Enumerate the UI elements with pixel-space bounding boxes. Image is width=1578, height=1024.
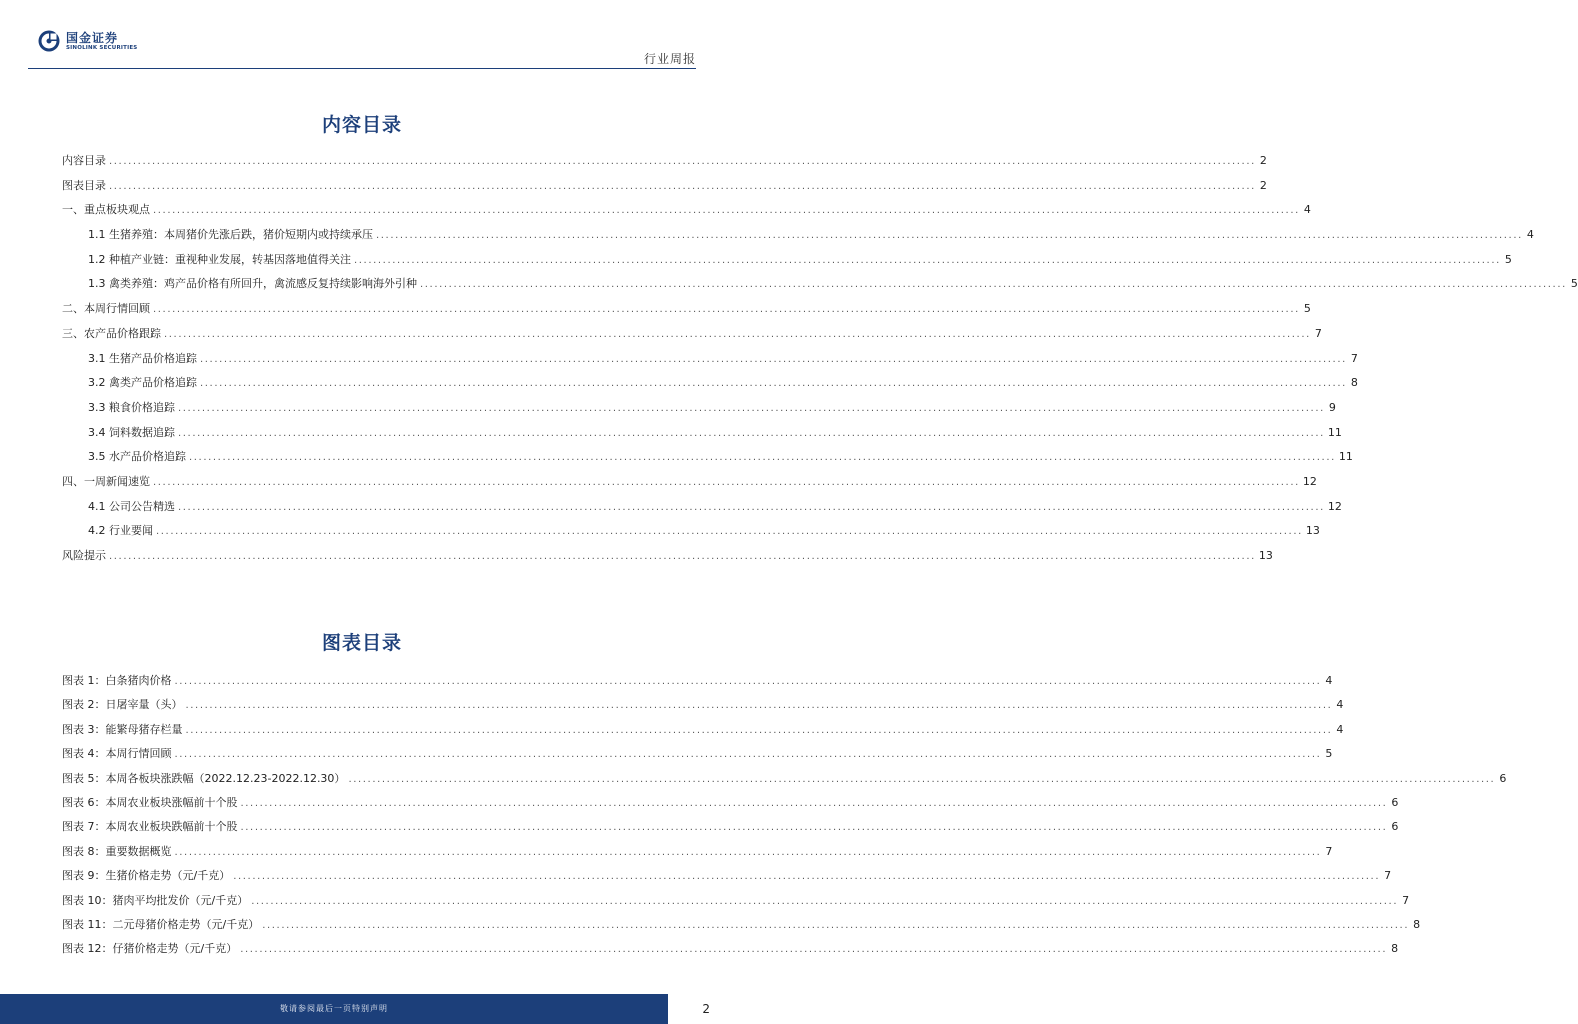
figure-entry[interactable] (62, 696, 1344, 720)
toc-entry-label: 风险提示 (62, 549, 106, 562)
company-logo (38, 30, 137, 52)
figure-entry-number: 图表 9： (62, 869, 106, 883)
dot-leader: ................................................................................................................................................................................................................................................ (156, 526, 1303, 538)
figure-entry[interactable] (62, 867, 1392, 891)
figure-entry-page: 4 (1336, 722, 1344, 736)
dot-leader: ................................................................................................................................................................................................................................................ (178, 501, 1325, 513)
figure-entry-number: 图表 6： (62, 795, 106, 809)
figure-entry-page: 8 (1391, 942, 1399, 956)
figure-entry-page: 7 (1402, 893, 1410, 907)
dot-leader: ................................................................................................................................................................................................................................................ (185, 700, 1333, 712)
figure-entry[interactable] (62, 916, 1421, 940)
toc-entry-page: 11 (1327, 425, 1342, 439)
figure-entry-page: 4 (1325, 674, 1333, 687)
figure-entry-number: 图表 11： (62, 917, 113, 931)
toc-entry[interactable] (62, 547, 1273, 572)
dot-leader: ................................................................................................................................................................................................................................................ (376, 230, 1523, 242)
figure-entry-number: 图表 12： (62, 942, 113, 956)
figure-entry[interactable] (62, 672, 1333, 696)
toc-entry-label: 二、本周行情回顾 (62, 302, 150, 316)
toc-entry-page: 7 (1314, 326, 1322, 340)
toc-entry[interactable] (62, 300, 1311, 325)
figure-entry-page: 7 (1325, 844, 1333, 858)
toc-entry[interactable] (62, 448, 1353, 473)
toc-entry[interactable] (62, 473, 1317, 498)
dot-leader: ................................................................................................................................................................................................................................................ (109, 156, 1256, 167)
dot-leader: ................................................................................................................................................................................................................................................ (153, 304, 1300, 316)
toc-heading: 内容目录 (321, 114, 402, 136)
figure-entry-number: 图表 10： (62, 893, 113, 907)
toc-entry-label: 3.1 生猪产品价格追踪 (88, 351, 197, 365)
figure-entry-title: 本周农业板块涨幅前十个股 (105, 795, 238, 809)
dot-leader: ................................................................................................................................................................................................................................................ (174, 749, 1322, 761)
dot-leader: ................................................................................................................................................................................................................................................ (153, 476, 1300, 488)
figure-entry-number: 图表 4： (62, 747, 106, 761)
page-number: 2 (702, 1002, 710, 1016)
figure-entry-page: 5 (1325, 747, 1333, 761)
header-divider (28, 68, 696, 69)
toc-entry-page: 5 (1504, 252, 1512, 266)
dot-leader: ................................................................................................................................................................................................................................................ (354, 254, 1501, 266)
dot-leader: ................................................................................................................................................................................................................................................ (178, 402, 1325, 414)
figure-entry-title: 猪肉平均批发价（元/千克） (112, 893, 249, 907)
toc-entry-page: 2 (1259, 154, 1267, 167)
toc-entry-label: 三、农产品价格跟踪 (62, 326, 161, 340)
dot-leader: ................................................................................................................................................................................................................................................ (200, 378, 1347, 390)
dot-leader: ................................................................................................................................................................................................................................................ (233, 871, 1381, 883)
toc-entry-label: 4.2 行业要闻 (88, 524, 153, 538)
figure-entry-title: 二元母猪价格走势（元/千克） (112, 917, 260, 931)
toc-entry[interactable] (62, 201, 1311, 226)
toc-entry-label: 3.5 水产品价格追踪 (88, 450, 186, 464)
figure-entry-title: 白条猪肉价格 (105, 674, 172, 687)
toc-entry-label: 1.2 种植产业链：重视种业发展，转基因落地值得关注 (88, 252, 351, 266)
toc-entry[interactable] (62, 251, 1512, 276)
dot-leader: ................................................................................................................................................................................................................................................ (200, 353, 1347, 365)
dot-leader: ................................................................................................................................................................................................................................................ (164, 328, 1311, 340)
dot-leader: ................................................................................................................................................................................................................................................ (174, 676, 1322, 687)
toc-entry-page: 5 (1570, 277, 1578, 291)
figure-entry-page: 6 (1391, 795, 1399, 809)
toc-entry-page: 4 (1303, 203, 1311, 217)
dot-leader: ................................................................................................................................................................................................................................................ (174, 846, 1322, 858)
toc-entry[interactable] (62, 374, 1358, 399)
page-footer (0, 994, 724, 1024)
figure-entry-page: 8 (1413, 917, 1421, 931)
toc-entry-label: 3.4 饲料数据追踪 (88, 425, 175, 439)
figure-entry[interactable] (62, 818, 1399, 842)
toc-entry-label: 内容目录 (62, 154, 106, 167)
toc-entry-page: 13 (1258, 549, 1273, 562)
table-of-contents (62, 152, 1578, 572)
toc-entry-page: 13 (1305, 524, 1320, 538)
toc-entry-page: 8 (1350, 376, 1358, 390)
page-header (0, 0, 724, 70)
figure-entry-page: 6 (1391, 820, 1399, 834)
figure-entry[interactable] (62, 794, 1399, 818)
figure-entry-number: 图表 3： (62, 722, 106, 736)
toc-entry-label: 四、一周新闻速览 (62, 474, 150, 488)
logo-chinese-name: 国金证券 (66, 30, 119, 45)
figure-entry-number: 图表 7： (62, 820, 106, 834)
toc-entry[interactable] (62, 226, 1534, 251)
toc-entry-page: 11 (1338, 450, 1353, 464)
toc-entry[interactable] (62, 498, 1342, 523)
toc-entry[interactable] (62, 424, 1342, 449)
toc-entry[interactable] (62, 275, 1578, 300)
toc-entry-label: 3.3 粮食价格追踪 (88, 400, 175, 414)
figure-entry-page: 6 (1499, 771, 1507, 785)
toc-entry-page: 7 (1350, 351, 1358, 365)
figure-entry[interactable] (62, 745, 1333, 769)
toc-entry[interactable] (62, 177, 1267, 202)
figure-entry-number: 图表 2： (62, 698, 106, 712)
figure-entry-page: 4 (1336, 698, 1344, 712)
dot-leader: ................................................................................................................................................................................................................................................ (240, 797, 1388, 809)
figure-entry[interactable] (62, 843, 1333, 867)
figure-entry-title: 能繁母猪存栏量 (105, 722, 183, 736)
toc-entry-label: 图表目录 (62, 178, 106, 192)
dot-leader: ................................................................................................................................................................................................................................................ (420, 279, 1567, 291)
dot-leader: ................................................................................................................................................................................................................................................ (178, 427, 1325, 439)
dot-leader: ................................................................................................................................................................................................................................................ (153, 205, 1300, 217)
figure-entry-number: 图表 1： (62, 674, 106, 687)
dot-leader: ................................................................................................................................................................................................................................................ (240, 944, 1388, 956)
dot-leader: ................................................................................................................................................................................................................................................ (109, 551, 1256, 562)
figure-entry-page: 7 (1384, 869, 1392, 883)
figure-entry-number: 图表 8： (62, 844, 106, 858)
figure-entry-title: 本周行情回顾 (105, 747, 172, 761)
toc-entry-label: 1.3 禽类养殖：鸡产品价格有所回升，禽流感反复持续影响海外引种 (88, 277, 417, 291)
figure-entry[interactable] (62, 892, 1410, 916)
dot-leader: ................................................................................................................................................................................................................................................ (189, 452, 1336, 464)
toc-entry-label: 4.1 公司公告精选 (88, 499, 175, 513)
logo-english-name: SINOLINK SECURITIES (66, 44, 138, 51)
footer-disclaimer: 敬请参阅最后一页特别声明 (280, 1004, 388, 1013)
figure-entry-title: 本周各板块涨跌幅（2022.12.23-2022.12.30） (105, 771, 346, 785)
logo-mark-icon (38, 30, 60, 52)
toc-entry[interactable] (62, 399, 1336, 424)
document-type-label: 行业周报 (643, 52, 696, 66)
toc-entry-page: 4 (1526, 228, 1534, 242)
figure-list-heading: 图表目录 (321, 632, 402, 654)
toc-entry-page: 5 (1303, 302, 1311, 316)
figure-entry-title: 生猪价格走势（元/千克） (105, 869, 231, 883)
figure-entry[interactable] (62, 770, 1507, 794)
dot-leader: ................................................................................................................................................................................................................................................ (185, 724, 1333, 736)
dot-leader: ................................................................................................................................................................................................................................................ (262, 919, 1410, 931)
figure-entry-number: 图表 5： (62, 771, 106, 785)
figure-entry-title: 仔猪价格走势（元/千克） (112, 942, 238, 956)
toc-entry[interactable] (62, 350, 1358, 375)
toc-entry[interactable] (62, 325, 1322, 350)
toc-entry[interactable] (62, 522, 1320, 547)
toc-entry-page: 12 (1327, 499, 1342, 513)
toc-entry[interactable] (62, 152, 1267, 177)
figure-entry-title: 本周农业板块跌幅前十个股 (105, 820, 238, 834)
toc-entry-page: 12 (1302, 474, 1317, 488)
toc-entry-label: 1.1 生猪养殖：本周猪价先涨后跌，猪价短期内或持续承压 (88, 228, 373, 242)
dot-leader: ................................................................................................................................................................................................................................................ (109, 180, 1256, 192)
toc-entry-label: 一、重点板块观点 (62, 203, 150, 217)
dot-leader: ................................................................................................................................................................................................................................................ (240, 822, 1388, 834)
toc-entry-label: 3.2 禽类产品价格追踪 (88, 376, 197, 390)
figure-entry-title: 日屠宰量（头） (105, 698, 183, 712)
toc-entry-page: 9 (1328, 400, 1336, 414)
figure-list (62, 672, 1507, 965)
dot-leader: ................................................................................................................................................................................................................................................ (251, 895, 1399, 907)
figure-entry-title: 重要数据概览 (105, 844, 172, 858)
dot-leader: ................................................................................................................................................................................................................................................ (348, 773, 1496, 785)
figure-entry[interactable] (62, 721, 1344, 745)
figure-entry[interactable] (62, 940, 1399, 964)
toc-entry-page: 2 (1259, 178, 1267, 192)
